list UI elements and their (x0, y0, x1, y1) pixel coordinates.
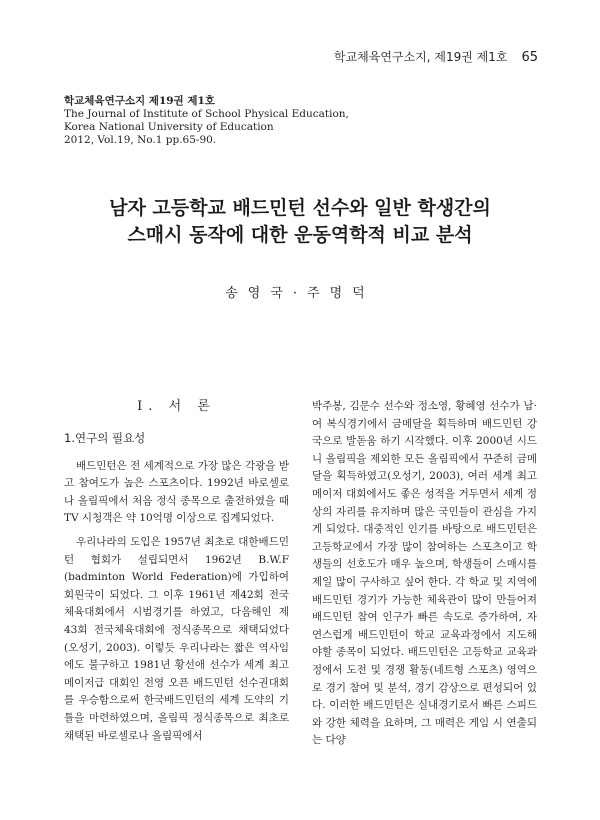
page-number: 65 (521, 50, 538, 65)
running-head-journal: 학교체육연구소지, 제19권 제1호 (334, 50, 508, 64)
journal-info-korean: 학교체육연구소지 제19권 제1호 (64, 95, 215, 107)
body-paragraph: 우리나라의 도입은 1957년 최초로 대한배드민턴 협회가 설립되면서 1962년 B.W.F (badminton World Federation)에 가입하여 회원국이 되었다. 그 이후 1961년 제42회 전국체육대회에서 시범경기를 하였고, 다음해인 제 43회 전국체육대회에 정식종목으로 채택되었다(오성기, 2003). 이렇듯 우리나라는 짧은 역사임에도 불구하고 1981년 황선애 선수가 세계 최고 메이저급 대회인 전영 오픈 배드민턴 선수권대회를 우승함으로써 한국배드민턴의 세계 도약의 기틀을 마련하였으며, 올림픽 정식종목으로 최초로 채택된 바로셀로나 올림픽에서 (64, 535, 289, 742)
authors: 송영국·주명덕 (225, 286, 375, 301)
body-paragraph: 박주봉, 김문수 선수와 정소영, 황혜영 선수가 남·여 복식경기에서 금메달을 획득하며 배드민턴 강국으로 발돋움 하기 시작했다. 이후 2000년 시드니 올림픽을 제외한 모든 올림픽에서 꾸준히 금메달을 획득하였고(오성기, 2003), 여러 세계 최고 메이저 대회에서도 좋은 성적을 거두면서 세계 정상의 자리를 유지하며 많은 국민들이 관심을 가지게 되었다. 대중적인 인기를 바탕으로 배드민턴은 고등학교에서 가장 많이 참여하는 스포츠이고 학생들의 선호도가 매우 높으며, 학생들이 스매시를 제일 많이 구사하고 싶어 한다. 각 학교 및 지역에 배드민턴 경기가 가능한 체육관이 많이 만들어져 배드민턴 참여 인구가 빠른 속도로 증가하여, 자연스럽게 배드민턴이 학교 교육과정에서 지도해야할 종목이 되었다. 배드민턴은 고등학교 교육과정에서 도전 및 경쟁 활동(네트형 스포츠) 영역으로 경기 참여 및 분석, 경기 감상으로 편성되어 있다. 이러한 배드민턴은 실내경기로서 빠른 스피드와 강한 체력을 요하며, 그 매력은 게임 시 연출되는 다양 (312, 400, 537, 747)
subsection-heading: 1.연구의 필요성 (64, 431, 146, 445)
paper-title-line-1: 남자 고등학교 배드민턴 선수와 일반 학생간의 (109, 197, 491, 219)
section-heading: Ⅰ. 서 론 (137, 399, 216, 414)
body-paragraph: 배드민턴은 전 세계적으로 가장 많은 각광을 받고 참여도가 높은 스포츠이다. 1992년 바로셀로나 올림픽에서 처음 정식 종목으로 출전하였을 때 TV 시청객은 약 10억명 이상으로 집계되었다. (64, 459, 289, 525)
right-column (312, 398, 537, 756)
running-head (334, 48, 538, 65)
journal-info-english: The Journal of Institute of School Physical Education, (64, 108, 349, 120)
journal-info (64, 95, 349, 147)
paper-title (0, 195, 600, 249)
left-column (64, 398, 289, 751)
journal-info-citation: 2012, Vol.19, No.1 pp.65-90. (64, 134, 217, 146)
paper-title-line-2: 스매시 동작에 대한 운동역학적 비교 분석 (127, 224, 473, 246)
journal-info-institution: Korea National University of Education (64, 121, 274, 133)
